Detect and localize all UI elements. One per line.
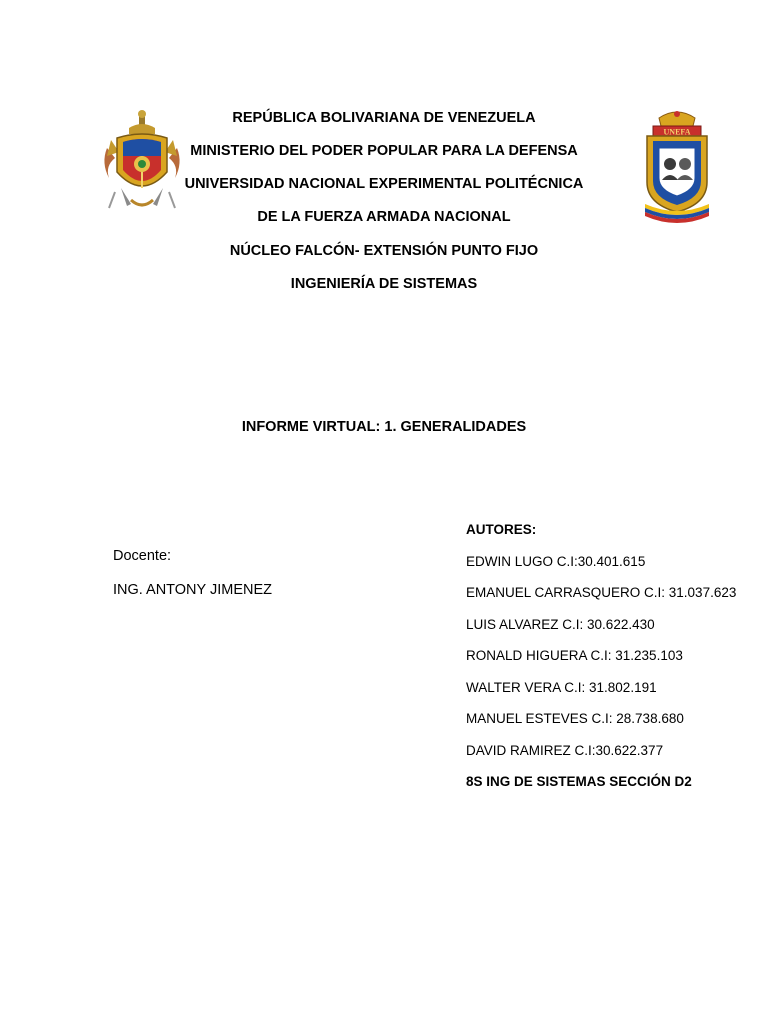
authors-block [466, 520, 766, 792]
header-line-campus: NÚCLEO FALCÓN- EXTENSIÓN PUNTO FIJO [229, 243, 539, 259]
authors-heading: AUTORES: [466, 522, 537, 537]
section-line: 8S ING DE SISTEMAS SECCIÓN D2 [466, 774, 692, 789]
author-item: DAVID RAMIREZ C.I:30.622.377 [466, 742, 664, 758]
docente-name: ING. ANTONY JIMENEZ [113, 582, 272, 598]
author-item: EDWIN LUGO C.I:30.401.615 [466, 553, 646, 569]
header-line-program: INGENIERÍA DE SISTEMAS [290, 276, 478, 292]
author-list [466, 552, 766, 761]
author-item: RONALD HIGUERA C.I: 31.235.103 [466, 648, 683, 663]
header-line-armed-forces: DE LA FUERZA ARMADA NACIONAL [257, 209, 511, 225]
author-item: WALTER VERA C.I: 31.802.191 [466, 679, 657, 695]
header-line-country: REPÚBLICA BOLIVARIANA DE VENEZUELA [232, 110, 536, 126]
author-item: LUIS ALVAREZ C.I: 30.622.430 [466, 616, 655, 632]
header-line-ministry: MINISTERIO DEL PODER POPULAR PARA LA DEFENSA [190, 143, 578, 159]
header-line-university: UNIVERSIDAD NACIONAL EXPERIMENTAL POLITÉCNICA [184, 176, 584, 192]
author-item: MANUEL ESTEVES C.I: 28.738.680 [466, 711, 684, 726]
report-title: INFORME VIRTUAL: 1. GENERALIDADES [241, 419, 527, 435]
docente-label: Docente: [113, 548, 172, 564]
author-item: EMANUEL CARRASQUERO C.I: 31.037.623 [466, 585, 737, 600]
unefa-banner-text: UNEFA [663, 127, 691, 137]
